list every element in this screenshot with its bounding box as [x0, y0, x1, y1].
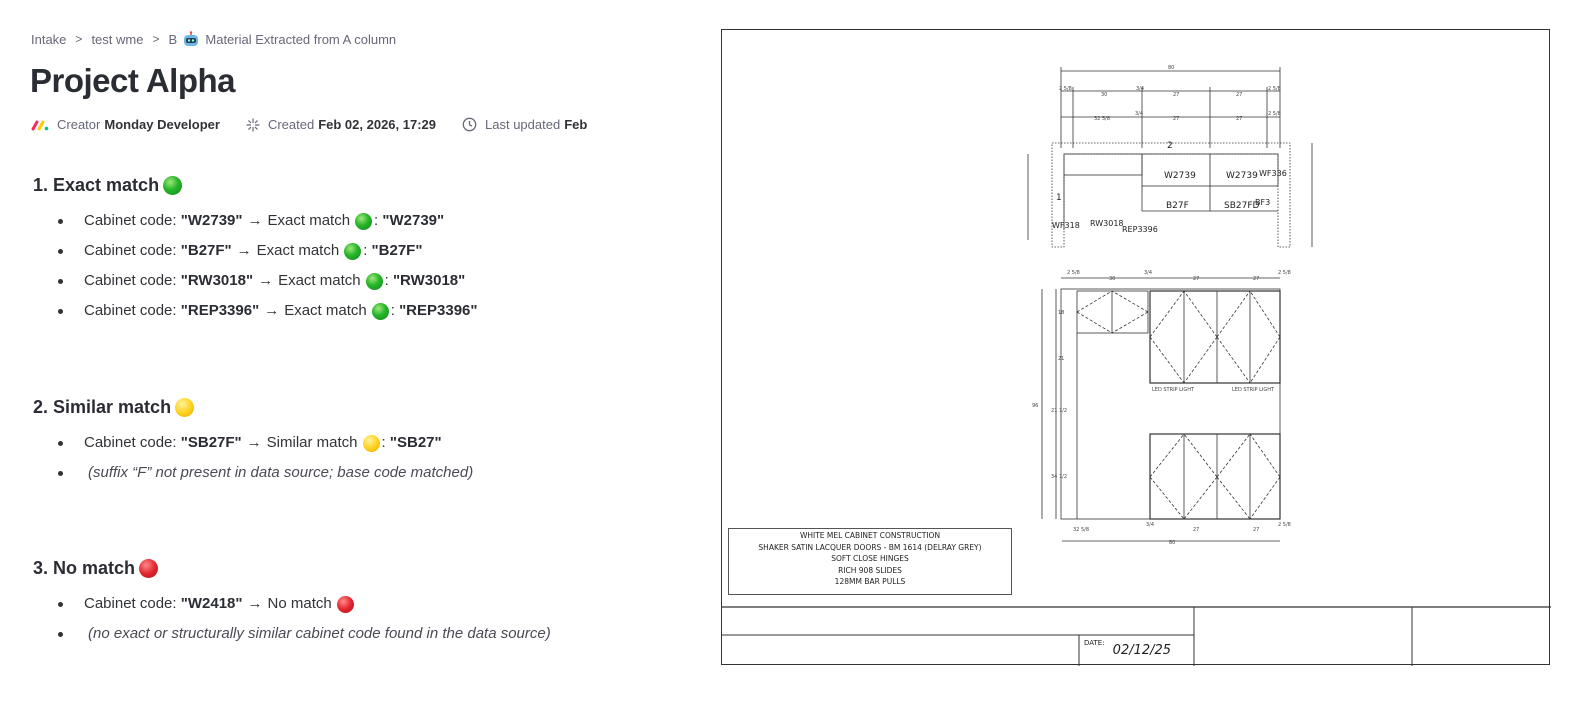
item-colon: :	[363, 242, 368, 259]
section-heading-nomatch-text: 3. No match	[33, 558, 136, 578]
cabinet-drawing	[721, 29, 1550, 665]
note-line: SHAKER SATIN LACQUER DOORS - BM 1614 (DELRAY GREY)	[758, 542, 982, 552]
sparkle-icon	[246, 118, 260, 132]
green-circle-icon	[344, 243, 361, 260]
item-prefix: Cabinet code:	[84, 595, 177, 612]
breadcrumb-item-current[interactable]	[168, 31, 396, 47]
item-prefix: Cabinet code:	[84, 272, 177, 289]
list-item	[54, 236, 478, 266]
updated-meta	[462, 117, 587, 132]
section-heading-exact	[33, 175, 182, 196]
elev-dim-30: 30	[1109, 276, 1116, 282]
chevron-right-icon: >	[152, 32, 160, 46]
list-item	[54, 206, 478, 236]
list-item	[54, 296, 478, 326]
elev-dim-2-5-8: 2 5/8	[1067, 270, 1080, 276]
matched-code: "SB27"	[389, 434, 442, 451]
no-match-list	[54, 589, 551, 649]
cabinet-code: "REP3396"	[180, 302, 260, 319]
elev-dim-21: 21	[1058, 356, 1065, 362]
list-item	[54, 458, 473, 488]
note-line: 128MM BAR PULLS	[834, 577, 906, 586]
green-circle-icon	[372, 303, 389, 320]
led-label-a: LED STRIP LIGHT	[1152, 387, 1195, 393]
matched-code: "W2739"	[382, 212, 445, 229]
section-heading-similar-text: 2. Similar match	[33, 397, 172, 417]
item-prefix: Cabinet code:	[84, 212, 177, 229]
title-block-date	[1084, 639, 1171, 658]
elev-dim-27-d: 27	[1253, 527, 1260, 533]
cabinet-code: "W2739"	[180, 212, 243, 229]
item-prefix: Cabinet code:	[84, 434, 177, 451]
document-panel	[0, 0, 660, 702]
elev-dim-27-b: 27	[1253, 276, 1260, 282]
label-rep3396: REP3396	[1122, 225, 1158, 234]
item-colon: :	[384, 272, 389, 289]
green-circle-icon	[355, 213, 372, 230]
creator-value[interactable]: Monday Developer	[104, 117, 220, 132]
dim-27-d: 27	[1236, 116, 1243, 122]
item-colon: :	[381, 434, 386, 451]
arrow-right-icon: →	[246, 434, 262, 451]
elev-dim-18: 18	[1058, 310, 1065, 316]
cabinet-code: "RW3018"	[180, 272, 254, 289]
label-rw3018: RW3018	[1090, 219, 1124, 228]
elev-dim-34-1-2: 34 1/2	[1051, 474, 1067, 480]
arrow-right-icon: →	[264, 302, 280, 319]
item-prefix: Cabinet code:	[84, 242, 177, 259]
created-label: Created	[267, 117, 315, 132]
note-line: RICH 908 SLIDES	[838, 565, 902, 575]
match-result: Exact match	[267, 212, 351, 229]
list-item	[54, 266, 478, 296]
label-section-2: 2	[1167, 141, 1173, 151]
exact-match-list	[54, 206, 478, 326]
item-prefix: Cabinet code:	[84, 302, 177, 319]
elev-dim-3-4: 3/4	[1144, 270, 1153, 276]
monday-logo-icon	[31, 119, 49, 131]
elev-dim-2-5-8-c: 2 5/8	[1278, 522, 1291, 528]
matched-code: "B27F"	[371, 242, 423, 259]
yellow-circle-icon	[175, 398, 194, 417]
red-circle-icon	[139, 559, 158, 578]
page-title: Project Alpha	[30, 62, 235, 99]
list-item	[54, 589, 551, 619]
dim-80: 80	[1168, 65, 1175, 71]
cabinet-code: "B27F"	[180, 242, 232, 259]
date-value: 02/12/25	[1112, 643, 1172, 658]
updated-value: Feb	[564, 117, 588, 132]
label-b27f: B27F	[1166, 201, 1189, 211]
similar-match-list	[54, 428, 473, 488]
dim-2-5-8: 2 5/8	[1059, 86, 1072, 92]
match-result: Exact match	[256, 242, 340, 259]
creator-meta	[31, 117, 220, 132]
label-sb27fd: SB27FD	[1224, 201, 1260, 211]
chevron-right-icon: >	[75, 32, 83, 46]
label-bf3: BF3	[1255, 198, 1271, 207]
elev-dim-32-5-8: 32 5/8	[1073, 527, 1089, 533]
meta-bar	[31, 117, 660, 132]
similar-match-note: (suffix “F” not present in data source; base code matched)	[88, 464, 474, 481]
section-heading-similar	[33, 397, 194, 418]
section-heading-exact-text: 1. Exact match	[33, 175, 160, 195]
label-w2739-a: W2739	[1164, 171, 1196, 181]
dim-2-5-8-b: 2 5/8	[1268, 86, 1281, 92]
yellow-circle-icon	[363, 435, 380, 452]
breadcrumb-item-intake[interactable]: Intake	[31, 31, 67, 47]
match-result: Exact match	[284, 302, 367, 319]
dim-27-c: 27	[1173, 116, 1180, 122]
updated-label: Last updated	[485, 117, 561, 132]
item-colon: :	[390, 302, 395, 319]
created-meta	[246, 117, 436, 132]
led-label-b: LED STRIP LIGHT	[1232, 387, 1275, 393]
arrow-right-icon: →	[247, 212, 263, 229]
dim-2-5-8-c: 2 5/8	[1268, 111, 1281, 117]
arrow-right-icon: →	[236, 242, 252, 259]
item-colon: :	[374, 212, 379, 229]
red-circle-icon	[337, 596, 354, 613]
elev-dim-96: 96	[1032, 403, 1039, 409]
dim-27-a: 27	[1173, 92, 1180, 98]
match-result: No match	[267, 595, 332, 612]
construction-notes	[728, 528, 1012, 595]
note-line: SOFT CLOSE HINGES	[831, 554, 909, 563]
label-w2739-b: W2739	[1226, 171, 1258, 181]
label-wf318: WF318	[1052, 221, 1080, 230]
created-value: Feb 02, 2026, 17:29	[318, 117, 437, 132]
dim-3-4: 3/4	[1136, 86, 1145, 92]
clock-icon	[462, 117, 477, 132]
section-heading-nomatch	[33, 558, 158, 579]
arrow-right-icon: →	[247, 595, 263, 612]
elev-dim-27-c: 27	[1193, 527, 1200, 533]
dim-32-5-8: 32 5/8	[1094, 116, 1110, 122]
arrow-right-icon: →	[258, 272, 274, 289]
robot-emoji-icon	[182, 31, 200, 47]
elev-dim-80: 80	[1169, 540, 1176, 546]
match-result: Similar match	[266, 434, 358, 451]
breadcrumb	[31, 31, 396, 47]
cabinet-code: "SB27F"	[180, 434, 242, 451]
breadcrumb-item-label: Material Extracted from A column	[205, 32, 397, 47]
breadcrumb-item-test-wme[interactable]: test wme	[91, 31, 144, 47]
dim-3-4-b: 3/4	[1135, 111, 1144, 117]
green-circle-icon	[366, 273, 383, 290]
note-line: WHITE MEL CABINET CONSTRUCTION	[799, 531, 941, 540]
cabinet-code: "W2418"	[180, 595, 243, 612]
list-item	[54, 428, 473, 458]
breadcrumb-item-prefix: B	[168, 32, 178, 47]
dim-27-b: 27	[1236, 92, 1243, 98]
match-result: Exact match	[278, 272, 361, 289]
matched-code: "RW3018"	[392, 272, 466, 289]
matched-code: "REP3396"	[399, 302, 478, 319]
elev-dim-27-a: 27	[1193, 276, 1200, 282]
list-item	[54, 619, 551, 649]
creator-label: Creator	[57, 117, 101, 132]
label-section-1: 1	[1056, 193, 1062, 203]
elev-dim-21-1-2: 21 1/2	[1051, 408, 1067, 414]
dim-30: 30	[1101, 92, 1108, 98]
green-circle-icon	[163, 176, 182, 195]
date-label: DATE:	[1084, 639, 1105, 647]
elev-dim-3-4-b: 3/4	[1146, 522, 1155, 528]
elev-dim-2-5-8-b: 2 5/8	[1278, 270, 1291, 276]
no-match-note: (no exact or structurally similar cabinet code found in the data source)	[88, 625, 551, 642]
label-wf336: WF336	[1259, 169, 1287, 178]
